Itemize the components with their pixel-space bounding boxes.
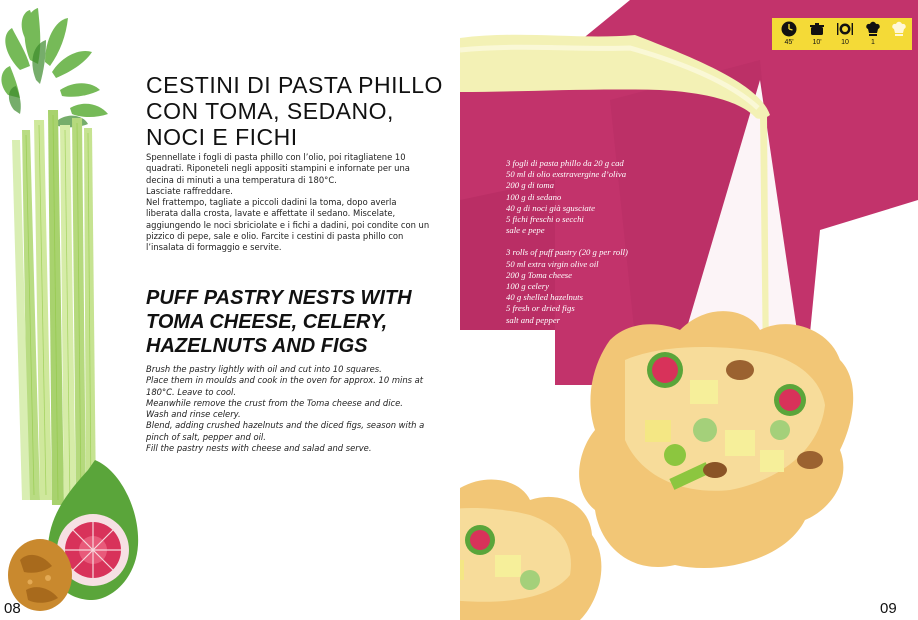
- recipe-info-box: [772, 18, 912, 50]
- ingredient-en: 5 fresh or dried figs: [506, 303, 575, 314]
- paragraph: Spennellate i fogli di pasta phillo con l’olio, poi ritagliatene 10 quadrati. Riponeteli negli appositi stampini e infornate per una decina di minuti a una temperatura di 180°C.: [146, 152, 410, 185]
- difficulty-value: 1: [871, 39, 875, 46]
- ingredient-en: 200 g Toma cheese: [506, 269, 573, 280]
- spacer: [506, 236, 686, 247]
- ingredient-it: 5 fichi freschi o secchi: [506, 214, 584, 225]
- paragraph: Lasciate raffreddare.: [146, 185, 233, 196]
- ingredients-list: [506, 158, 686, 326]
- recipe-title-english: PUFF PASTRY NESTS WITH TOMA CHEESE, CELERY, HAZELNUTS AND FIGS: [146, 287, 412, 357]
- ingredient-it: 50 ml di olio exstravergine d’oliva: [506, 169, 627, 180]
- ingredient-it: 3 fogli di pasta phillo da 20 g cad: [506, 158, 624, 168]
- recipe-title-italian: CESTINI DI PASTA PHILLO CON TOMA, SEDANO, NOCI E FICHI: [146, 72, 443, 150]
- ingredient-en: 3 rolls of puff pastry (20 g per roll): [506, 247, 628, 258]
- pastry-nest-right: [579, 311, 853, 568]
- cooking-pot-icon: [808, 20, 826, 38]
- page-number-left: 08: [4, 600, 21, 617]
- paragraph: Brush the pastry lightly with oil and cut into 10 squares.: [146, 364, 382, 374]
- servings: [832, 20, 858, 47]
- chef-hat-icon: [864, 20, 882, 38]
- ingredient-it: sale e pepe: [506, 225, 545, 236]
- ingredient-it: 100 g di sedano: [506, 191, 562, 202]
- ingredient-en: 100 g celery: [506, 281, 549, 292]
- paragraph: Wash and rinse celery.: [146, 409, 241, 420]
- chef-hat-outline-icon: [890, 20, 908, 38]
- prep-time-value: 45': [784, 39, 794, 46]
- place-setting-icon: [836, 20, 854, 38]
- difficulty: [860, 20, 886, 47]
- cook-time-value: 10': [812, 39, 822, 46]
- ingredient-en: 40 g shelled hazelnuts: [506, 292, 583, 303]
- celery-fig-illustration: [0, 0, 140, 620]
- paragraph: Fill the pastry nests with cheese and salad and serve.: [146, 443, 372, 454]
- pastry-nest-left: [460, 480, 601, 620]
- paragraph: Place them in moulds and cook in the oven for approx. 10 mins at 180°C. Leave to cool.: [146, 375, 424, 397]
- paragraph: Blend, adding crushed hazelnuts and the diced figs, season with a pinch of salt, pepper and oil.: [146, 420, 425, 442]
- clock-icon: [780, 20, 798, 38]
- ingredient-it: 200 g di toma: [506, 180, 555, 191]
- recipe-body-italian: [146, 152, 431, 254]
- prep-time: [776, 20, 802, 47]
- page-number-right: 09: [880, 600, 897, 617]
- paragraph: Nel frattempo, tagliate a piccoli dadini la toma, dopo averla liberata dalla crosta, lavate e affettate il sedano. Miscelate, aggiungendo le noci sbriciolate e i fichi a dadini, poi condite con un pizzico di pepe, sale e olio. Farcite i cestini di pasta phillo con l’insalata di formaggio e servite.: [146, 197, 430, 253]
- servings-value: 10: [841, 39, 849, 46]
- ingredient-it: 40 g di noci già sgusciate: [506, 202, 596, 213]
- paragraph: Meanwhile remove the crust from the Toma cheese and dice.: [146, 397, 403, 408]
- ingredient-en: 50 ml extra virgin olive oil: [506, 258, 599, 269]
- difficulty-level: [886, 20, 912, 38]
- cook-time: [804, 20, 830, 47]
- recipe-body-english: [146, 364, 436, 454]
- ingredient-en: salt and pepper: [506, 314, 561, 325]
